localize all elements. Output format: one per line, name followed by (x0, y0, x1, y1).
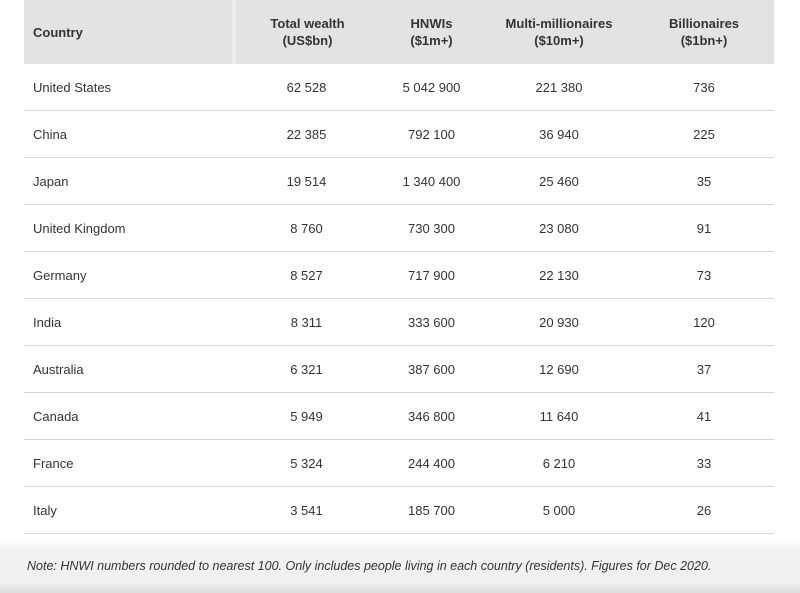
country-cell: United Kingdom (24, 205, 234, 252)
total-wealth-cell: 62 528 (234, 64, 379, 111)
column-header-unit: ($10m+) (534, 33, 584, 48)
column-header-hnwis (379, 0, 484, 64)
country-cell: China (24, 111, 234, 158)
billionaires-cell: 37 (634, 346, 774, 393)
billionaires-cell: 736 (634, 64, 774, 111)
column-header-unit: (US$bn) (282, 33, 333, 48)
hnwis-cell: 792 100 (379, 111, 484, 158)
country-cell: Canada (24, 393, 234, 440)
billionaires-cell: 35 (634, 158, 774, 205)
hnwis-cell: 244 400 (379, 440, 484, 487)
billionaires-cell: 41 (634, 393, 774, 440)
country-cell: Japan (24, 158, 234, 205)
billionaires-cell: 120 (634, 299, 774, 346)
total-wealth-cell: 5 324 (234, 440, 379, 487)
total-wealth-cell: 22 385 (234, 111, 379, 158)
hnwis-cell: 1 340 400 (379, 158, 484, 205)
multi-millionaires-cell: 11 640 (484, 393, 634, 440)
total-wealth-cell: 19 514 (234, 158, 379, 205)
column-header-unit: ($1m+) (410, 33, 453, 48)
hnwis-cell: 185 700 (379, 487, 484, 534)
footnote: Note: HNWI numbers rounded to nearest 100. Only includes people living in each country (residents). Figures for Dec 2020. (27, 559, 712, 573)
billionaires-cell: 73 (634, 252, 774, 299)
total-wealth-cell: 8 527 (234, 252, 379, 299)
billionaires-cell: 225 (634, 111, 774, 158)
multi-millionaires-cell: 25 460 (484, 158, 634, 205)
wealth-table (24, 0, 774, 534)
table-header (24, 0, 774, 64)
table-row (24, 252, 774, 299)
hnwis-cell: 387 600 (379, 346, 484, 393)
table-body (24, 64, 774, 534)
table-row (24, 346, 774, 393)
multi-millionaires-cell: 20 930 (484, 299, 634, 346)
column-header-billionaires (634, 0, 774, 64)
total-wealth-cell: 8 760 (234, 205, 379, 252)
table-row (24, 205, 774, 252)
country-cell: Italy (24, 487, 234, 534)
hnwis-cell: 730 300 (379, 205, 484, 252)
multi-millionaires-cell: 5 000 (484, 487, 634, 534)
billionaires-cell: 33 (634, 440, 774, 487)
country-cell: France (24, 440, 234, 487)
country-cell: United States (24, 64, 234, 111)
billionaires-cell: 91 (634, 205, 774, 252)
column-header-total-wealth (234, 0, 379, 64)
table-row (24, 440, 774, 487)
header-row (24, 0, 774, 64)
hnwis-cell: 346 800 (379, 393, 484, 440)
column-header-label: Billionaires (668, 16, 740, 31)
column-header-label: Multi-millionaires (505, 16, 613, 31)
column-header-unit: ($1bn+) (680, 33, 728, 48)
multi-millionaires-cell: 22 130 (484, 252, 634, 299)
multi-millionaires-cell: 23 080 (484, 205, 634, 252)
country-cell: Australia (24, 346, 234, 393)
multi-millionaires-cell: 12 690 (484, 346, 634, 393)
country-cell: India (24, 299, 234, 346)
total-wealth-cell: 6 321 (234, 346, 379, 393)
total-wealth-cell: 3 541 (234, 487, 379, 534)
hnwis-cell: 5 042 900 (379, 64, 484, 111)
table-row (24, 487, 774, 534)
multi-millionaires-cell: 6 210 (484, 440, 634, 487)
total-wealth-cell: 5 949 (234, 393, 379, 440)
hnwis-cell: 333 600 (379, 299, 484, 346)
table-row (24, 299, 774, 346)
billionaires-cell: 26 (634, 487, 774, 534)
table-row (24, 393, 774, 440)
total-wealth-cell: 8 311 (234, 299, 379, 346)
multi-millionaires-cell: 36 940 (484, 111, 634, 158)
table-row (24, 158, 774, 205)
table-row (24, 64, 774, 111)
country-cell: Germany (24, 252, 234, 299)
footer (0, 540, 800, 593)
column-header-country (24, 0, 234, 64)
column-header-label: Country (33, 24, 83, 40)
table-row (24, 111, 774, 158)
column-header-label: Total wealth (270, 16, 345, 31)
multi-millionaires-cell: 221 380 (484, 64, 634, 111)
column-header-multi-millionaires (484, 0, 634, 64)
column-header-label: HNWIs (410, 16, 453, 31)
hnwis-cell: 717 900 (379, 252, 484, 299)
